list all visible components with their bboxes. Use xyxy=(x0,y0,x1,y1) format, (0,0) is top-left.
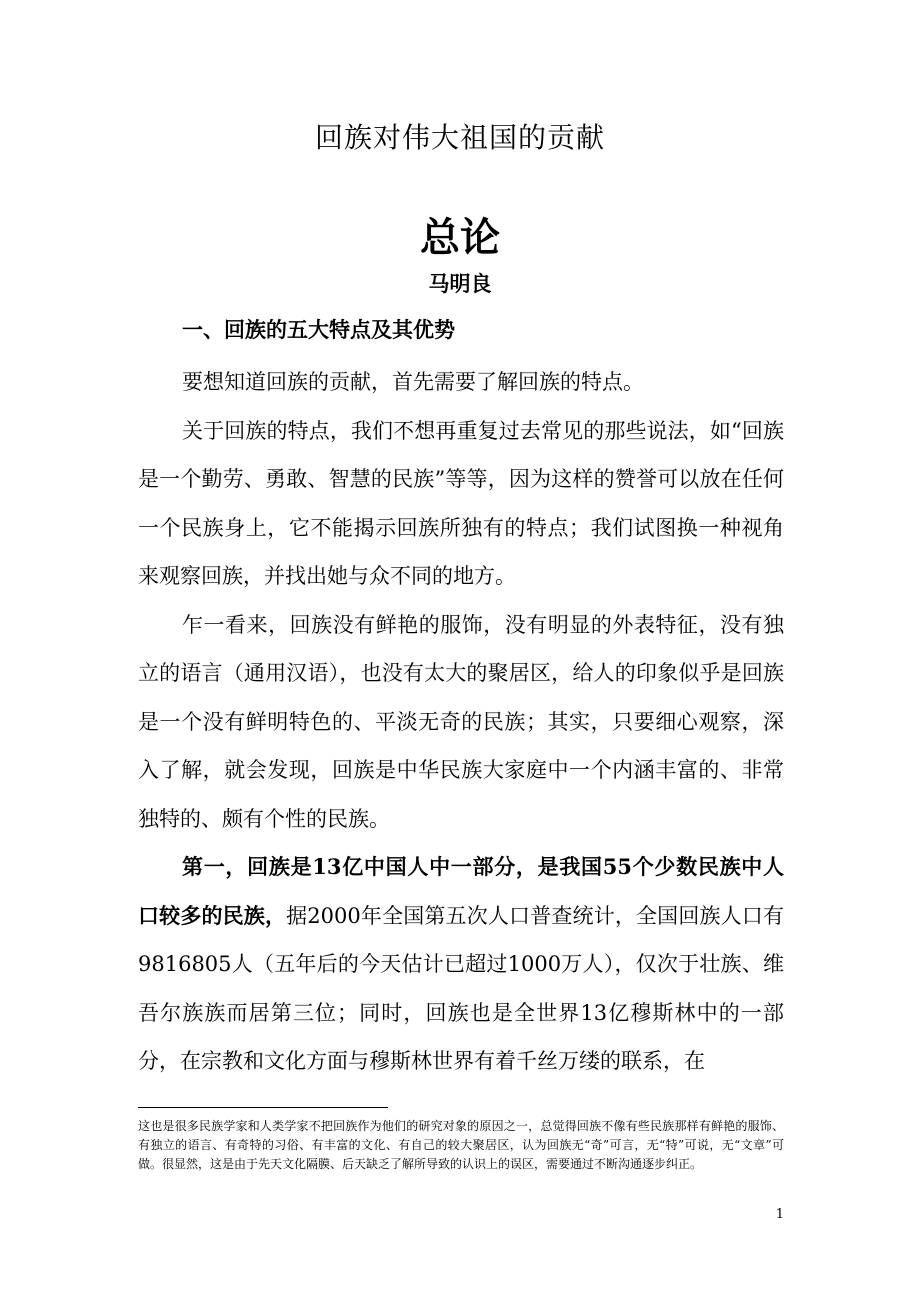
document-title: 回族对伟大祖国的贡献 xyxy=(314,121,605,154)
paragraph-3-text-b: ；其实，只要细心观察，深入了解，就会发现，回族是中华民族大家庭中一个内涵丰富的、非常独特的、颇有个性的民族。 xyxy=(138,709,785,831)
paragraph-3 xyxy=(138,601,784,844)
paragraph-1: 要想知道回族的贡献，首先需要了解回族的特点。 xyxy=(182,370,644,394)
page-number: 1 xyxy=(775,1207,784,1222)
section-title: 总论 xyxy=(420,215,500,261)
paragraph-4-bold-lead: 第一，回族是13亿中国人中一部分，是我国55个少数民族中人口较多的民族， xyxy=(138,854,784,928)
paragraph-4 xyxy=(138,843,784,1086)
paragraph-3-text-a: 乍一看来，回族没有鲜艳的服饰，没有明显的外表特征，没有独立的语言（通用汉语），也没有太大的聚居区，给人的印象似乎是回族是一个没有鲜明特色的、平淡无奇的民族 xyxy=(138,612,784,734)
footnote xyxy=(138,1117,784,1174)
paragraph-2: 关于回族的特点，我们不想再重复过去常见的那些说法，如“回族是一个勤劳、勇敢、智慧的民族”等等，因为这样的赞誉可以放在任何一个民族身上，它不能揭示回族所独有的特点；我们试图换一种视角来观察回族，并找出她与众不同的地方。 xyxy=(138,418,784,588)
body-text xyxy=(138,314,784,1086)
author-name: 马明良 xyxy=(428,272,492,296)
footnote-separator xyxy=(138,1107,388,1108)
heading-level-1: 一、回族的五大特点及其优势 xyxy=(182,318,455,342)
paragraph-4-text: 据2000年全国第五次人口普查统计，全国回族人口有 9816805人（五年后的今天估计已超过1000万人），仅次于壮族、维吾尔族族而居第三位；同时，回族也是全世界13亿穆斯林中的一部分，在宗教和文化方面与穆斯林世界有着千丝万缕的联系，在 xyxy=(138,903,784,1073)
footnote-text: 这也是很多民族学家和人类学家不把回族作为他们的研究对象的原因之一，总觉得回族不像有些民族那样有鲜艳的服饰、有独立的语言、有奇特的习俗、有丰富的文化、有自己的较大聚居区，认为回族无“奇”可言，无“特”可说，无“文章”可做。很显然，这是由于先天文化隔膜、后天缺乏了解所导致的认识上的误区，需要通过不断沟通逐步纠正。 xyxy=(138,1119,784,1171)
